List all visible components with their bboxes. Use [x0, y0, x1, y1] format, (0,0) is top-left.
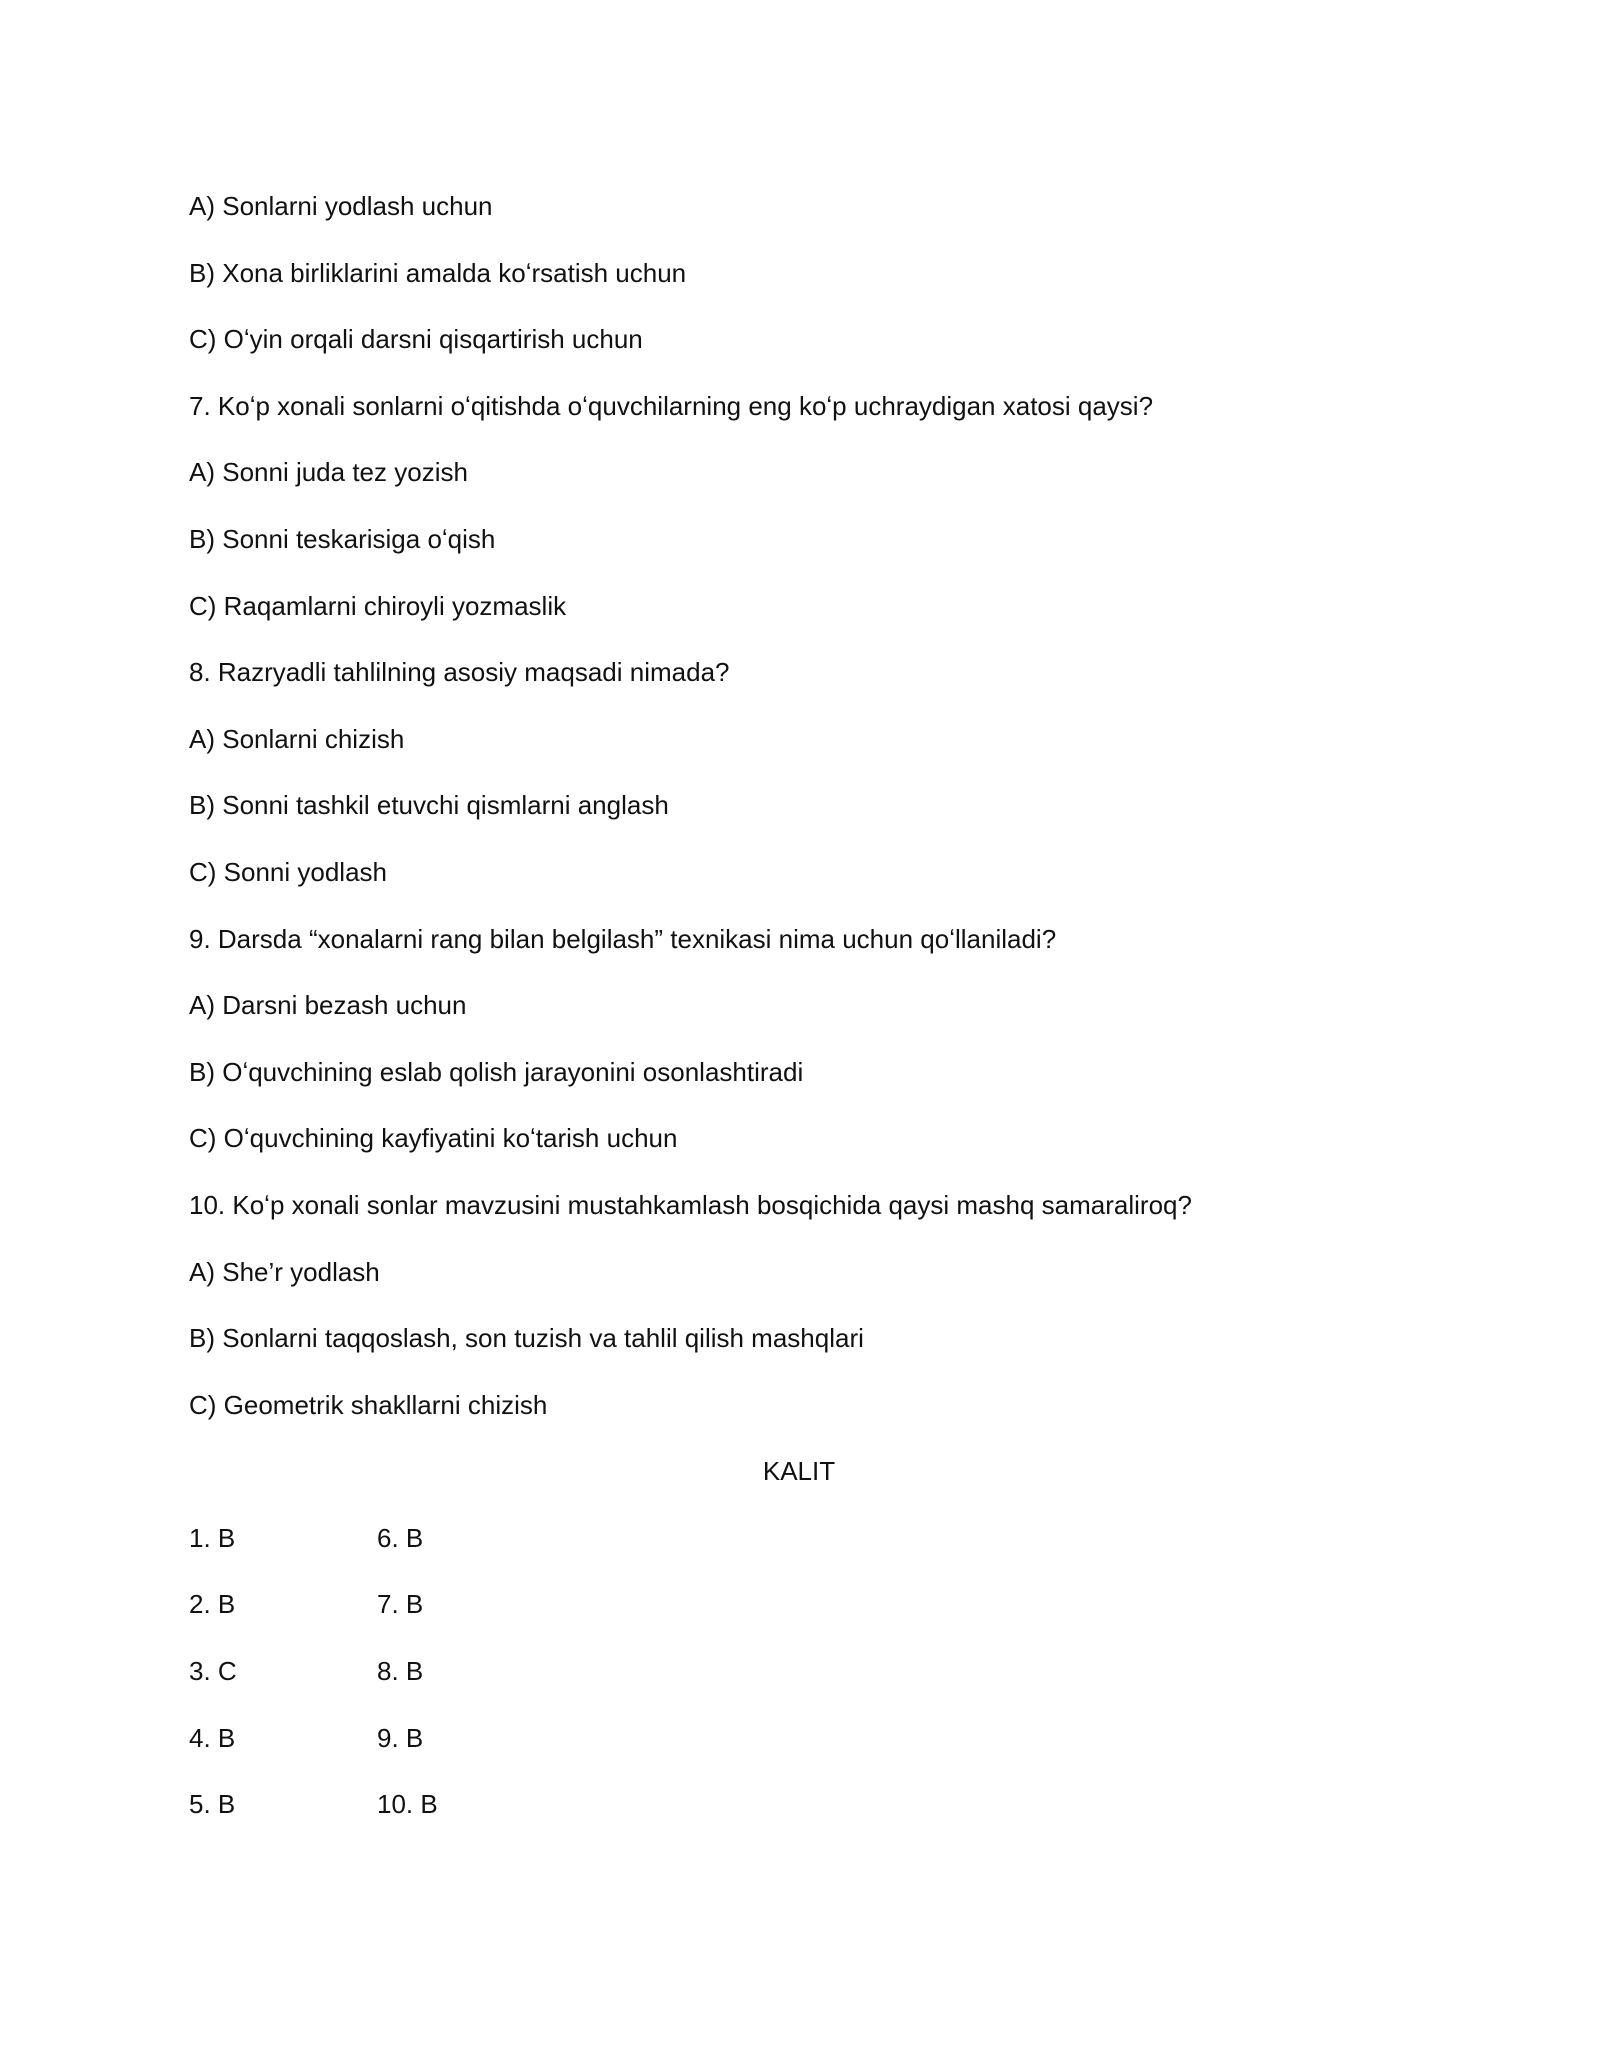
option-text: C) Oʻyin orqali darsni qisqartirish uchun [189, 324, 643, 355]
option-text: C) Sonni yodlash [189, 856, 387, 887]
option-text: A) Sonlarni chizish [189, 723, 405, 754]
answer-key-row [189, 1649, 1409, 1716]
option-text: C) Geometrik shakllarni chizish [189, 1389, 548, 1420]
answer-key-item: 4. B [189, 1722, 236, 1753]
option-text: B) Sonni tashkil etuvchi qismlarni anglash [189, 790, 669, 821]
question-text: 9. Darsda “xonalarni rang bilan belgilash” texnikasi nima uchun qoʻllaniladi? [189, 923, 1057, 954]
answer-key-item: 2. B [189, 1589, 236, 1620]
question-text: 10. Koʻp xonali sonlar mavzusini mustahkamlash bosqichida qaysi mashq samaraliroq? [189, 1189, 1192, 1220]
option-text: A) Sonlarni yodlash uchun [189, 191, 493, 221]
option-text: B) Oʻquvchining eslab qolish jarayonini osonlashtiradi [189, 1056, 804, 1087]
answer-key-item: 6. B [377, 1522, 424, 1553]
answer-key-row [189, 1582, 1409, 1649]
question-text: 7. Koʻp xonali sonlarni oʻqitishda oʻquvchilarning eng koʻp uchraydigan xatosi qaysi? [189, 390, 1154, 421]
answer-key-item: 7. B [377, 1589, 424, 1620]
answer-key-item: 9. B [377, 1722, 424, 1753]
option-text: C) Oʻquvchining kayfiyatini koʻtarish uchun [189, 1123, 678, 1154]
option-text: A) Darsni bezash uchun [189, 990, 467, 1021]
answer-key-title: KALIT [762, 1456, 836, 1487]
option-text: B) Sonlarni taqqoslash, son tuzish va tahlil qilish mashqlari [189, 1323, 864, 1354]
answer-key-row [189, 1782, 1409, 1849]
answer-key-item: 3. C [189, 1656, 237, 1687]
option-text: C) Raqamlarni chiroyli yozmaslik [189, 590, 567, 621]
option-text: B) Xona birliklarini amalda koʻrsatish uchun [189, 257, 687, 288]
option-text: A) She’r yodlash [189, 1256, 380, 1287]
option-text: A) Sonni juda tez yozish [189, 457, 468, 488]
answer-key-item: 5. B [189, 1789, 236, 1820]
answer-key-row [189, 1516, 1409, 1583]
document-content [189, 184, 1409, 1849]
answer-key-item: 10. B [377, 1789, 438, 1820]
answer-key-item: 1. B [189, 1522, 236, 1553]
answer-key-item: 8. B [377, 1656, 424, 1687]
option-text: B) Sonni teskarisiga oʻqish [189, 523, 496, 554]
answer-key-row [189, 1716, 1409, 1783]
question-text: 8. Razryadli tahlilning asosiy maqsadi nimada? [189, 657, 730, 688]
